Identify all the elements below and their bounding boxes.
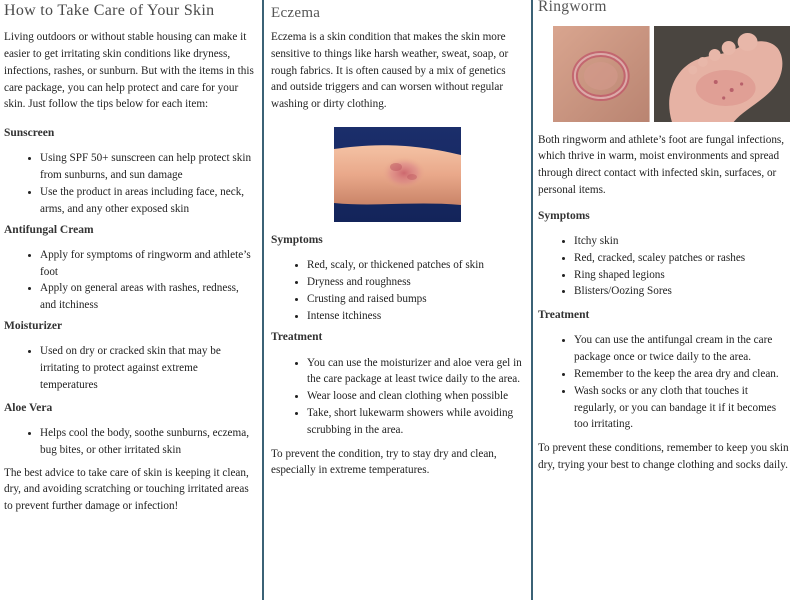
ringworm-photo xyxy=(553,26,650,122)
ringworm-title: Ringworm xyxy=(538,0,607,15)
list-item: • You can use the antifungal cream in the care package once or twice daily to the area. xyxy=(574,332,790,366)
skin-care-intro: Living outdoors or without stable housing can make it easier to get irritating skin conditions like dryness, infections, rashes, or sunburn. But with the items in this care package, you can help protect and care for your skin. Just follow the tips below for each item: xyxy=(4,31,254,111)
list-item: • Apply for symptoms of ringworm and athlete’s foot xyxy=(40,247,256,281)
eczema-treatment-heading: Treatment xyxy=(271,331,323,344)
list-item: • Remember to the keep the area dry and clean. xyxy=(574,366,790,383)
eczema-title: Eczema xyxy=(271,5,321,21)
antifungal-heading: Antifungal Cream xyxy=(4,223,94,236)
aloe-vera-list xyxy=(4,425,256,459)
eczema-intro: Eczema is a skin condition that makes the skin more sensitive to things like harsh weather, sweat, soap, or rough fabrics. It is often caused by a mix of genetics and outside triggers and can worsen without regular washing or dirty clothing. xyxy=(271,31,509,111)
skin-care-advice: The best advice to take care of skin is keeping it clean, dry, and avoiding scratching or touching irritated areas to prevent further damage or infection! xyxy=(4,466,249,513)
list-item: • You can use the moisturizer and aloe vera gel in the care package at least twice daily to the area. xyxy=(307,355,523,389)
ringworm-treatment-heading: Treatment xyxy=(538,309,590,322)
list-item: • Crusting and raised bumps xyxy=(307,291,523,308)
ringworm-symptoms-list xyxy=(538,233,790,300)
ringworm-photos xyxy=(538,26,790,122)
list-item: • Red, cracked, scaley patches or rashes xyxy=(574,250,790,267)
list-item: • Ring shaped legions xyxy=(574,267,790,284)
athletes-foot-photo xyxy=(654,26,790,122)
antifungal-list xyxy=(4,247,256,314)
eczema-symptoms-heading: Symptoms xyxy=(271,233,323,246)
list-item: • Used on dry or cracked skin that may be irritating to protect against extreme temperatures xyxy=(40,343,256,393)
ringworm-prevention: To prevent these conditions, remember to keep you skin dry, trying your best to change clothing and socks daily. xyxy=(538,442,789,472)
list-item: • Wash socks or any cloth that touches it regularly, or you can bandage it if it becomes too irritating. xyxy=(574,383,790,433)
ringworm-intro: Both ringworm and athlete’s foot are fungal infections, which thrive in warm, moist environments and spread through direct contact with infected skin, surfaces, or personal items. xyxy=(538,133,785,196)
list-item: • Blisters/Oozing Sores xyxy=(574,283,790,300)
list-item: • Using SPF 50+ sunscreen can help protect skin from sunburns, and sun damage xyxy=(40,150,256,184)
moisturizer-heading: Moisturizer xyxy=(4,320,63,333)
eczema-photo xyxy=(334,127,461,222)
eczema-symptoms-list xyxy=(271,257,523,324)
ringworm-treatment-list xyxy=(538,332,790,433)
eczema-treatment-list xyxy=(271,355,523,439)
moisturizer-list xyxy=(4,343,256,393)
ringworm-column xyxy=(531,0,796,600)
list-item: • Dryness and roughness xyxy=(307,274,523,291)
eczema-column xyxy=(262,0,531,600)
list-item: • Red, scaly, or thickened patches of skin xyxy=(307,257,523,274)
eczema-prevention: To prevent the condition, try to stay dry and clean, especially in extreme temperatures. xyxy=(271,447,497,477)
list-item: • Wear loose and clean clothing when possible xyxy=(307,388,523,405)
aloe-vera-heading: Aloe Vera xyxy=(4,401,53,414)
list-item: • Apply on general areas with rashes, redness, and itchiness xyxy=(40,280,256,314)
list-item: • Intense itchiness xyxy=(307,308,523,325)
list-item: • Itchy skin xyxy=(574,233,790,250)
sunscreen-list xyxy=(4,150,256,217)
skin-care-column xyxy=(0,0,262,600)
list-item: • Helps cool the body, soothe sunburns, eczema, bug bites, or other irritated skin xyxy=(40,425,256,459)
list-item: • Use the product in areas including face, neck, arms, and any other exposed skin xyxy=(40,184,256,218)
skin-care-title: How to Take Care of Your Skin xyxy=(4,2,215,19)
list-item: • Take, short lukewarm showers while avoiding scrubbing in the area. xyxy=(307,405,523,439)
sunscreen-heading: Sunscreen xyxy=(4,127,55,140)
ringworm-symptoms-heading: Symptoms xyxy=(538,209,590,222)
